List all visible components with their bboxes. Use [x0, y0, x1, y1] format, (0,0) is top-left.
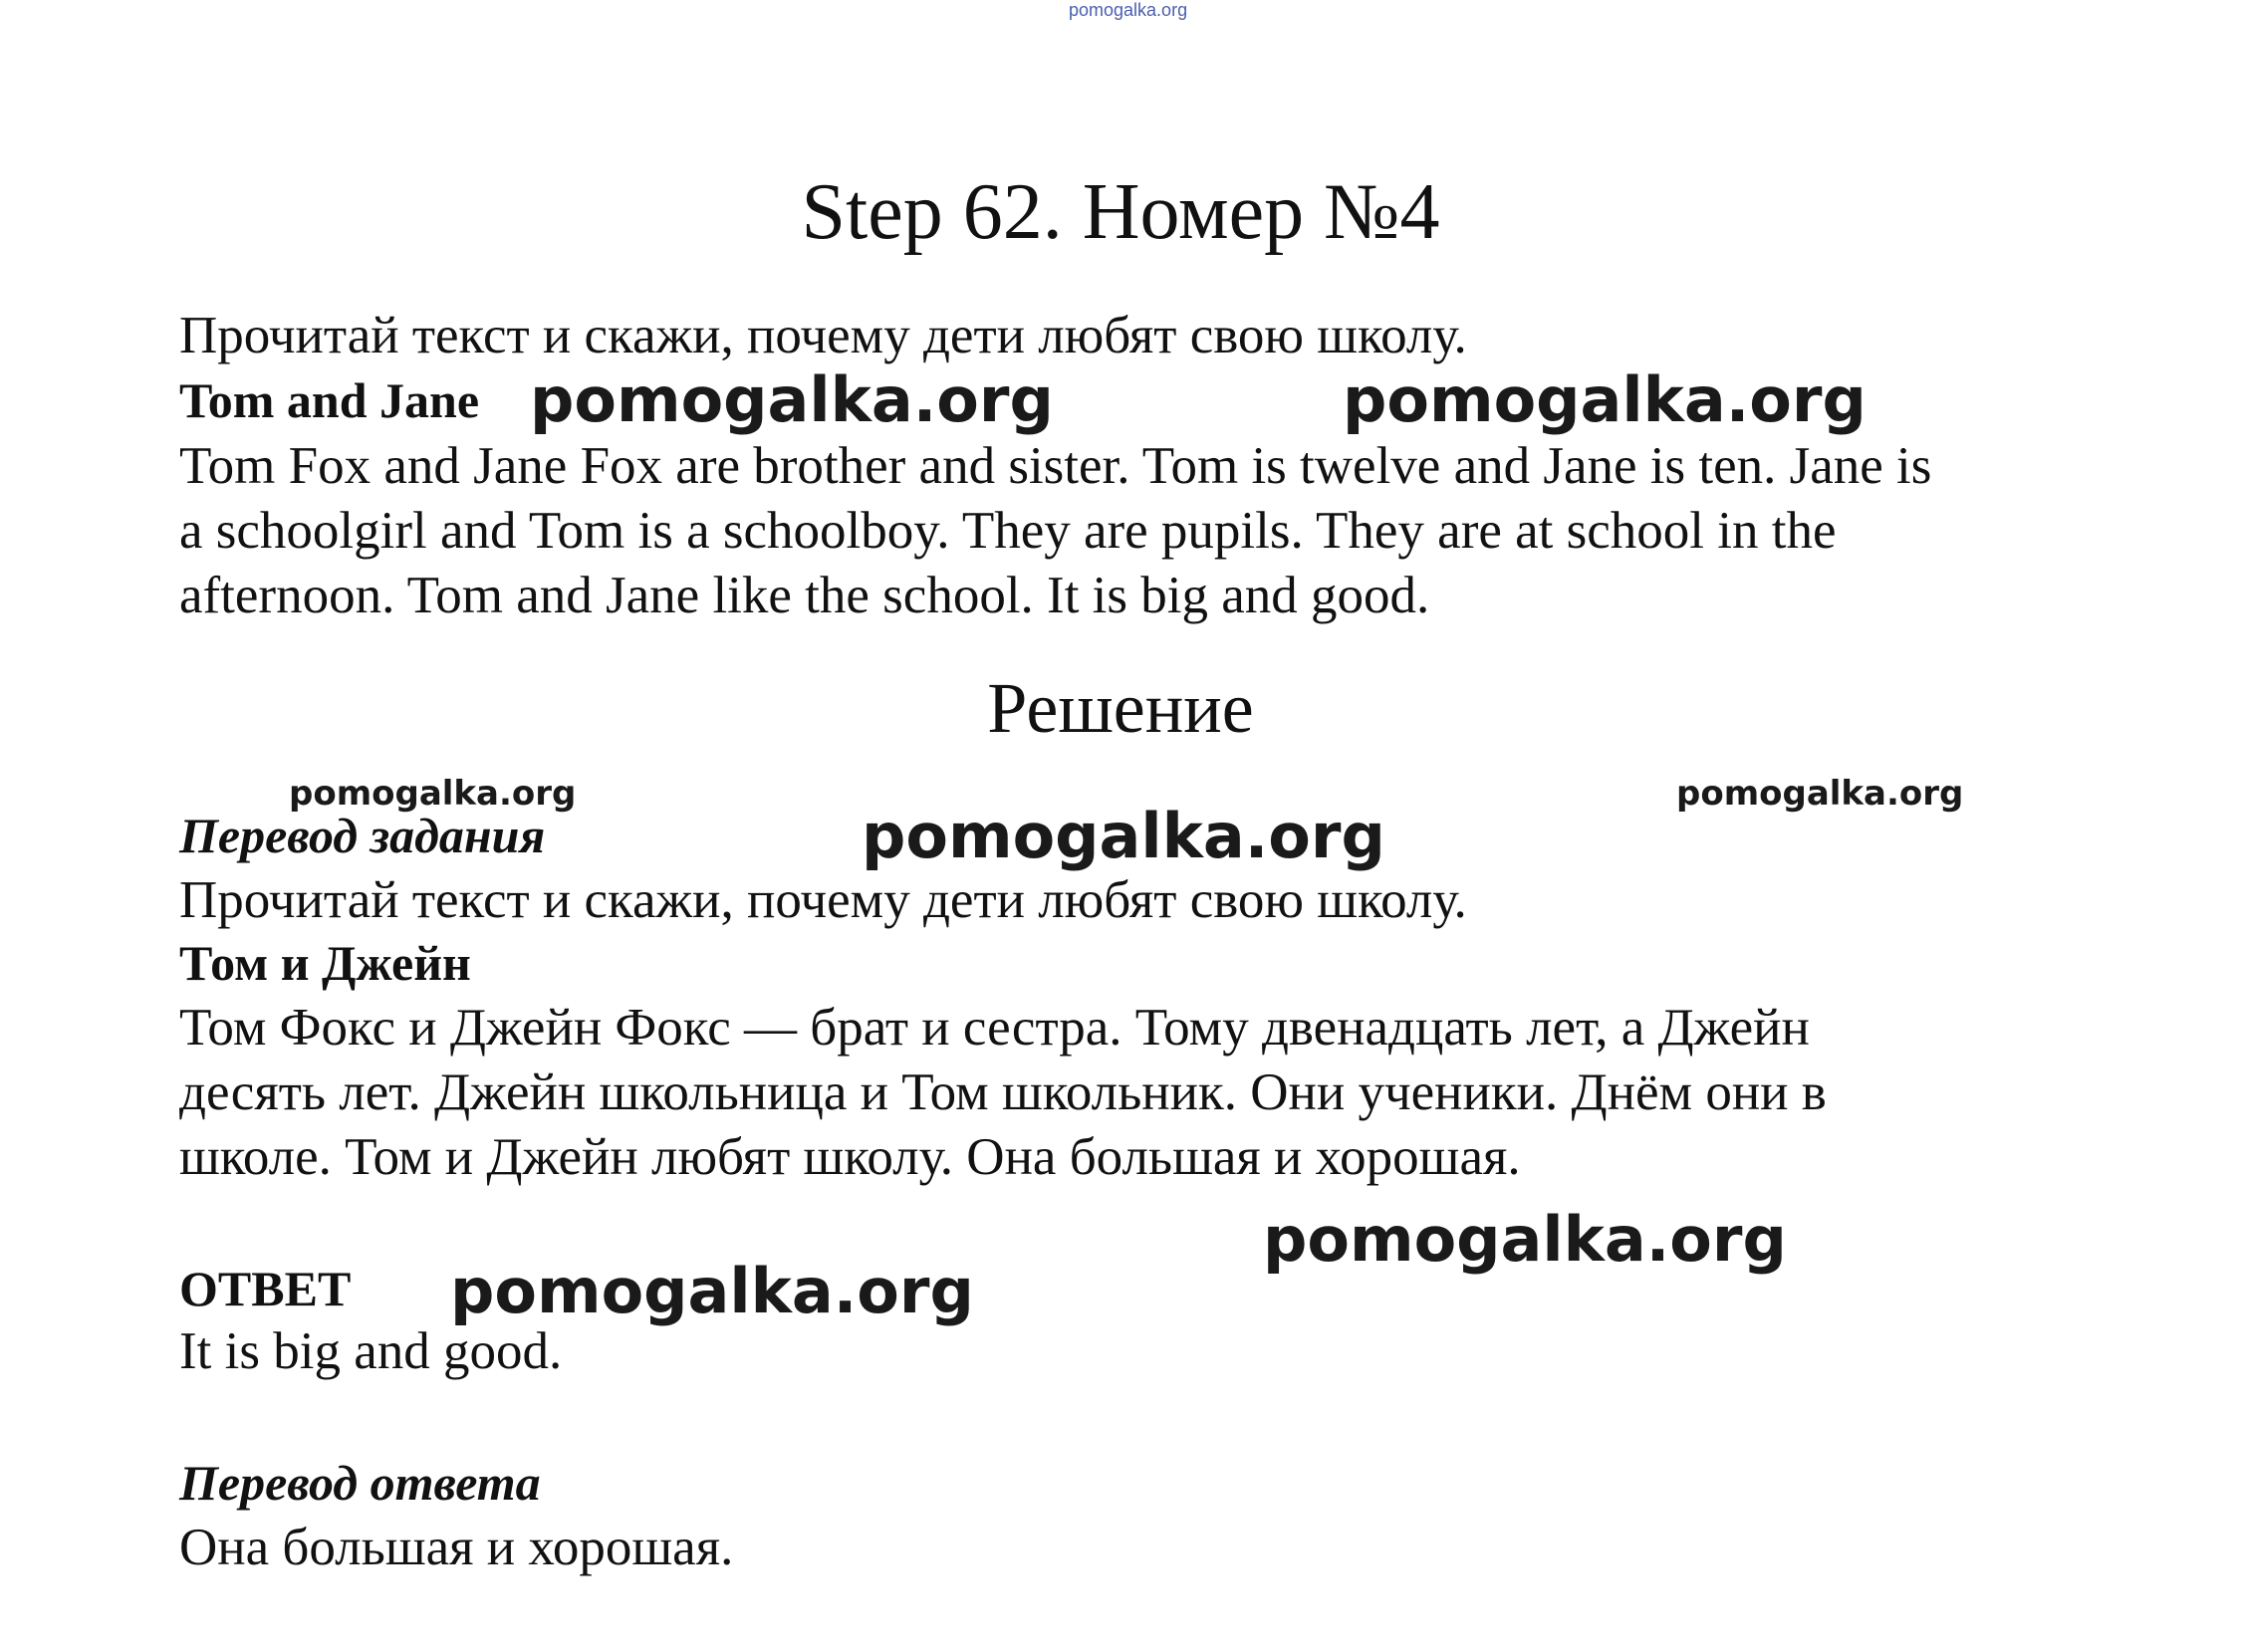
- task-text: [179, 434, 1931, 628]
- watermark: pomogalka.org: [450, 1255, 974, 1327]
- answer-translation-heading: Перевод ответа: [179, 1455, 541, 1511]
- translation-instruction: Прочитай текст и скажи, почему дети любят свою школу.: [179, 871, 1467, 929]
- translation-line: школе. Том и Джейн любят школу. Она большая и хорошая.: [179, 1128, 1521, 1186]
- task-heading: Tom and Jane: [179, 372, 480, 428]
- task-instruction: Прочитай текст и скажи, почему дети любят свою школу.: [179, 307, 1467, 364]
- watermark: pomogalka.org: [1263, 1203, 1787, 1276]
- translation-text: [179, 996, 1827, 1190]
- translation-line: Том Фокс и Джейн Фокс — брат и сестра. Тому двенадцать лет, а Джейн: [179, 999, 1810, 1057]
- translation-line: десять лет. Джейн школьница и Том школьник. Они ученики. Днём они в: [179, 1063, 1827, 1121]
- page-title: Step 62. Номер №4: [801, 168, 1440, 256]
- task-line: afternoon. Tom and Jane like the school. It is big and good.: [179, 567, 1430, 624]
- watermark: pomogalka.org: [1676, 774, 1964, 814]
- watermark: pomogalka.org: [530, 363, 1054, 436]
- task-line: a schoolgirl and Tom is a schoolboy. They are pupils. They are at school in the: [179, 502, 1837, 560]
- top-watermark: pomogalka.org: [1069, 0, 1188, 20]
- answer-heading: ОТВЕТ: [179, 1261, 352, 1316]
- watermark: pomogalka.org: [289, 774, 577, 814]
- task-line: Tom Fox and Jane Fox are brother and sister. Tom is twelve and Jane is ten. Jane is: [179, 437, 1932, 495]
- translation-title: Том и Джейн: [179, 935, 471, 991]
- solution-heading: Решение: [987, 668, 1254, 748]
- watermark: pomogalka.org: [1343, 363, 1867, 436]
- watermark: pomogalka.org: [862, 800, 1385, 872]
- translation-heading: Перевод задания: [179, 808, 546, 863]
- answer-translation-text: Она большая и хорошая.: [179, 1519, 734, 1576]
- answer-text: It is big and good.: [179, 1322, 563, 1380]
